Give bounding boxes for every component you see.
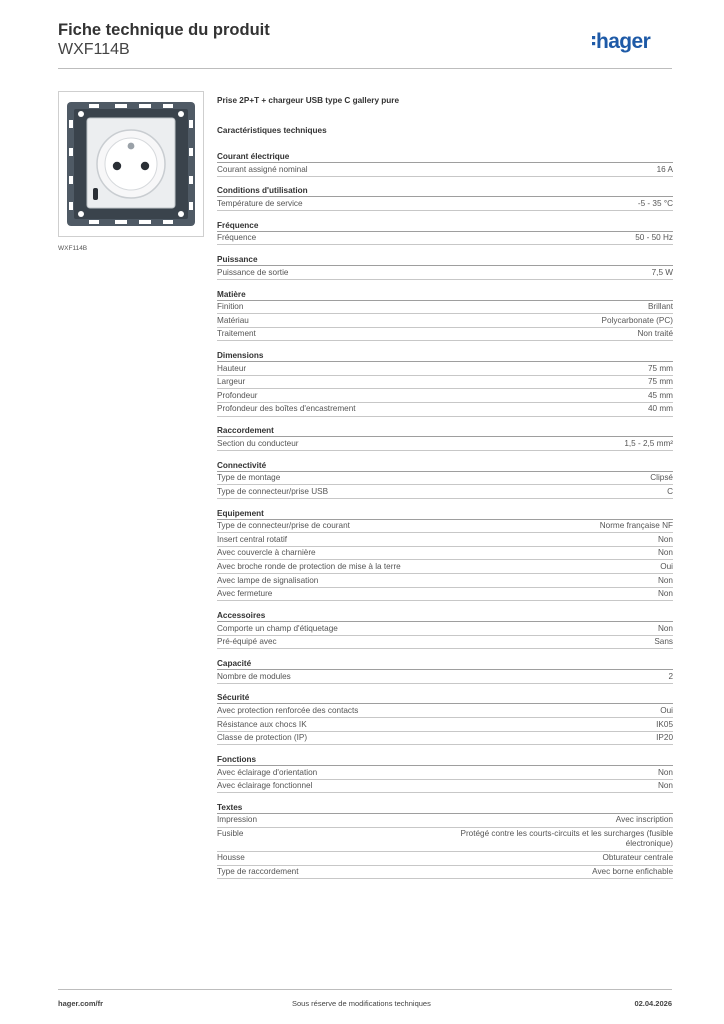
section-heading: Capacité	[217, 659, 673, 670]
spec-section	[217, 659, 673, 684]
spec-row	[217, 266, 673, 280]
spec-row	[217, 636, 673, 650]
spec-label: Température de service	[217, 198, 303, 208]
technical-sheet	[217, 96, 673, 889]
spec-section	[217, 290, 673, 342]
spec-row	[217, 472, 673, 486]
spec-label: Pré-équipé avec	[217, 637, 277, 647]
spec-value: Oui	[660, 561, 673, 571]
spec-row	[217, 533, 673, 547]
spec-row	[217, 732, 673, 746]
spec-label: Résistance aux chocs IK	[217, 719, 307, 729]
spec-label: Finition	[217, 302, 244, 312]
spec-value: 45 mm	[647, 390, 673, 400]
product-name: Prise 2P+T + chargeur USB type C gallery pure	[217, 96, 400, 105]
spec-section	[217, 351, 673, 416]
spec-value: IP20	[656, 733, 673, 743]
spec-label: Fusible	[217, 829, 244, 839]
spec-row	[217, 560, 673, 574]
spec-label: Insert central rotatif	[217, 534, 288, 544]
spec-row	[217, 163, 673, 177]
spec-section	[217, 255, 673, 280]
spec-value: Oui	[660, 705, 673, 715]
spec-label: Profondeur des boîtes d'encastrement	[217, 404, 356, 414]
spec-section	[217, 611, 673, 649]
footer-notice: Sous réserve de modifications techniques	[292, 999, 431, 1008]
spec-row	[217, 376, 673, 390]
spec-row	[217, 301, 673, 315]
spec-row	[217, 670, 673, 684]
spec-section	[217, 186, 673, 211]
spec-section	[217, 221, 673, 246]
section-heading: Fréquence	[217, 221, 673, 232]
footer-website: hager.com/fr	[58, 999, 104, 1008]
spec-label: Nombre de modules	[217, 671, 291, 681]
spec-label: Comporte un champ d'étiquetage	[217, 623, 338, 633]
spec-label: Section du conducteur	[217, 438, 299, 448]
spec-value: Sans	[654, 637, 673, 647]
spec-value: -5 - 35 °C	[637, 198, 673, 208]
spec-label: Housse	[217, 853, 245, 863]
spec-section	[217, 509, 673, 602]
spec-value: Protégé contre les courts-circuits et les surcharges (fusible électronique)	[460, 829, 673, 849]
product-reference: WXF114B	[58, 41, 130, 58]
spec-row	[217, 814, 673, 828]
spec-value: C	[667, 486, 673, 496]
image-caption: WXF114B	[58, 245, 88, 252]
spec-row	[217, 547, 673, 561]
spec-label: Avec éclairage d'orientation	[217, 767, 318, 777]
spec-label: Impression	[217, 815, 258, 825]
footer-date: 02.04.2026	[634, 999, 672, 1008]
spec-row	[217, 852, 673, 866]
spec-value: 75 mm	[647, 377, 673, 387]
spec-label: Traitement	[217, 329, 256, 339]
section-heading: Puissance	[217, 255, 673, 266]
spec-label: Avec lampe de signalisation	[217, 575, 319, 585]
spec-value: Norme française NF	[599, 521, 673, 531]
spec-label: Type de connecteur/prise de courant	[217, 521, 350, 531]
section-heading: Matière	[217, 290, 673, 301]
spec-value: Non	[657, 575, 673, 585]
spec-label: Largeur	[217, 377, 246, 387]
spec-label: Type de montage	[217, 473, 281, 483]
spec-section	[217, 152, 673, 177]
spec-row	[217, 574, 673, 588]
product-image	[58, 91, 204, 237]
spec-label: Type de raccordement	[217, 867, 299, 877]
spec-section	[217, 755, 673, 793]
spec-value: Obturateur centrale	[602, 853, 673, 863]
spec-label: Puissance de sortie	[217, 267, 289, 277]
spec-value: Avec borne enfichable	[592, 867, 673, 877]
spec-row	[217, 718, 673, 732]
spec-label: Avec broche ronde de protection de mise à la terre	[217, 561, 401, 571]
spec-value: 16 A	[656, 164, 673, 174]
spec-section	[217, 693, 673, 745]
spec-row	[217, 389, 673, 403]
spec-row	[217, 328, 673, 342]
footer-divider	[58, 989, 672, 990]
spec-section	[217, 461, 673, 499]
section-heading: Equipement	[217, 509, 673, 520]
section-heading: Accessoires	[217, 611, 673, 622]
hager-logo	[592, 29, 672, 55]
spec-row	[217, 622, 673, 636]
characteristics-sections	[217, 152, 673, 879]
spec-label: Hauteur	[217, 363, 247, 373]
spec-value: Non	[657, 781, 673, 791]
spec-value: Brillant	[647, 302, 673, 312]
spec-row	[217, 866, 673, 880]
spec-label: Avec protection renforcée des contacts	[217, 705, 359, 715]
section-heading: Fonctions	[217, 755, 673, 766]
spec-row	[217, 485, 673, 499]
section-heading: Connectivité	[217, 461, 673, 472]
spec-label: Avec éclairage fonctionnel	[217, 781, 313, 791]
spec-row	[217, 437, 673, 451]
section-heading: Conditions d'utilisation	[217, 186, 673, 197]
spec-value: Non	[657, 534, 673, 544]
spec-row	[217, 588, 673, 602]
spec-value: Non traité	[637, 329, 673, 339]
spec-label: Matériau	[217, 315, 249, 325]
spec-value: 1,5 - 2,5 mm²	[624, 438, 673, 448]
spec-row	[217, 520, 673, 534]
spec-value: Avec inscription	[615, 815, 673, 825]
header-divider	[58, 68, 672, 69]
section-heading: Raccordement	[217, 426, 673, 437]
spec-value: Non	[657, 548, 673, 558]
spec-label: Fréquence	[217, 233, 257, 243]
spec-label: Avec fermeture	[217, 589, 273, 599]
spec-label: Type de connecteur/prise USB	[217, 486, 329, 496]
spec-row	[217, 828, 673, 852]
spec-row	[217, 403, 673, 417]
spec-label: Courant assigné nominal	[217, 164, 308, 174]
spec-label: Avec couvercle à charnière	[217, 548, 316, 558]
spec-value: 7,5 W	[651, 267, 673, 277]
spec-row	[217, 197, 673, 211]
page-title: Fiche technique du produit	[58, 21, 270, 39]
spec-value: Non	[657, 623, 673, 633]
spec-row	[217, 314, 673, 328]
spec-value: 75 mm	[647, 363, 673, 373]
spec-value: IK05	[656, 719, 673, 729]
characteristics-title: Caractéristiques techniques	[217, 126, 327, 135]
section-heading: Dimensions	[217, 351, 673, 362]
spec-value: 50 - 50 Hz	[635, 233, 673, 243]
spec-row	[217, 704, 673, 718]
spec-value: Clipsé	[650, 473, 673, 483]
spec-row	[217, 362, 673, 376]
spec-section	[217, 426, 673, 451]
spec-label: Profondeur	[217, 390, 258, 400]
document-header	[58, 20, 270, 60]
spec-label: Classe de protection (IP)	[217, 733, 308, 743]
svg-text:hager: hager	[596, 30, 651, 53]
section-heading: Textes	[217, 803, 673, 814]
section-heading: Courant électrique	[217, 152, 673, 163]
spec-row	[217, 232, 673, 246]
spec-value: Non	[657, 589, 673, 599]
spec-row	[217, 766, 673, 780]
spec-value: 2	[668, 671, 673, 681]
spec-value: Polycarbonate (PC)	[601, 315, 673, 325]
section-heading: Sécurité	[217, 693, 673, 704]
spec-section	[217, 803, 673, 879]
spec-value: Non	[657, 767, 673, 777]
spec-value: 40 mm	[647, 404, 673, 414]
spec-row	[217, 780, 673, 794]
